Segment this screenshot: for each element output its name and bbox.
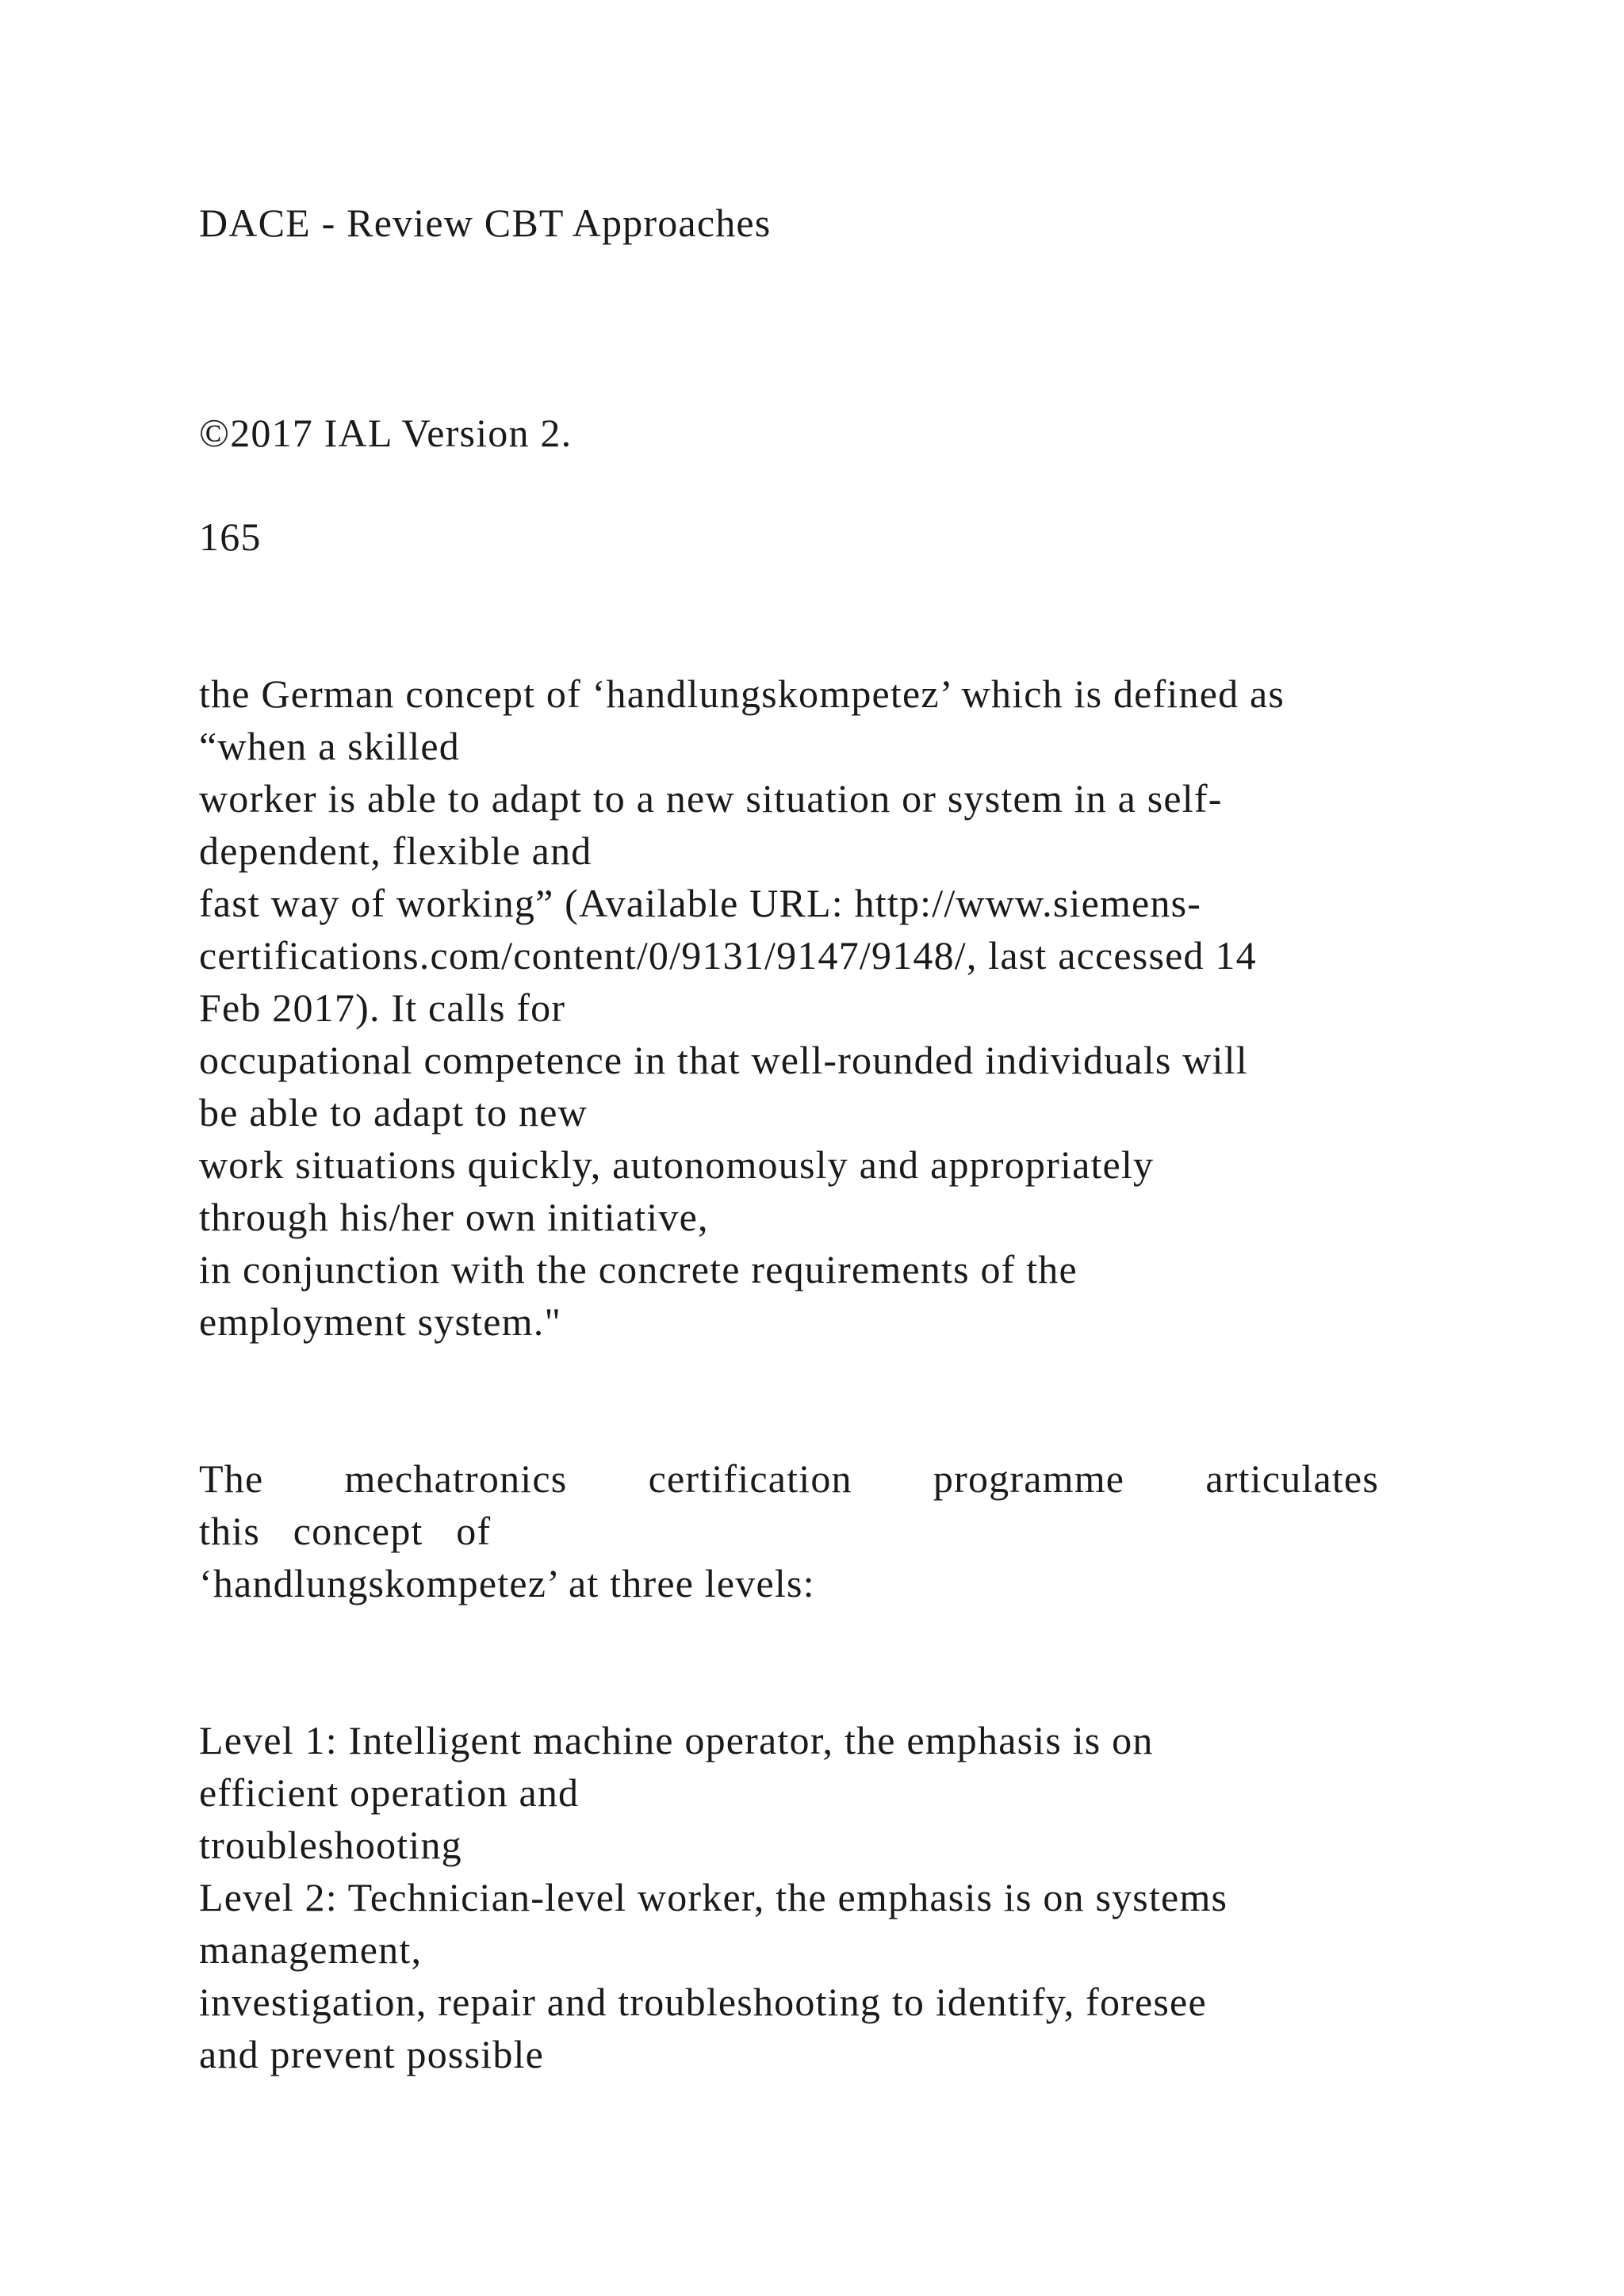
paragraph-2-line: The mechatronics certification programme articulates	[199, 1456, 1379, 1501]
level-list-line: efficient operation and	[199, 1770, 580, 1815]
paragraph-1-line: be able to adapt to new	[199, 1090, 588, 1135]
level-list-line: Level 1: Intelligent machine operator, the emphasis is on	[199, 1718, 1154, 1762]
paragraph-1-line: “when a skilled	[199, 724, 461, 768]
paragraph-1-line: employment system."	[199, 1299, 562, 1344]
level-list-line: Level 2: Technician-level worker, the emphasis is on systems	[199, 1875, 1228, 1919]
level-list-line: troubleshooting	[199, 1823, 462, 1867]
paragraph-2-line: this concept of	[199, 1509, 492, 1553]
paragraph-1-line: certifications.com/content/0/9131/9147/9148/, last accessed 14	[199, 933, 1257, 978]
paragraph-2-line: ‘handlungskompetez’ at three levels:	[199, 1561, 815, 1605]
paragraph-1-line: worker is able to adapt to a new situation or system in a self-	[199, 776, 1223, 821]
level-list-line: management,	[199, 1927, 423, 1972]
level-list-line: investigation, repair and troubleshooting to identify, foresee	[199, 1980, 1207, 2024]
paragraph-1-line: through his/her own initiative,	[199, 1195, 709, 1239]
copyright-notice: ©2017 IAL Version 2.	[199, 411, 573, 455]
document-title: DACE - Review CBT Approaches	[199, 201, 772, 245]
level-list-line: and prevent possible	[199, 2032, 545, 2076]
paragraph-1-line: Feb 2017). It calls for	[199, 985, 566, 1030]
paragraph-1-line: work situations quickly, autonomously and appropriately	[199, 1142, 1155, 1187]
paragraph-1-line: dependent, flexible and	[199, 828, 592, 873]
paragraph-1-line: the German concept of ‘handlungskompetez’ which is defined as	[199, 672, 1285, 716]
paragraph-1-line: fast way of working” (Available URL: http://www.siemens-	[199, 881, 1202, 925]
paragraph-1-line: in conjunction with the concrete requirements of the	[199, 1247, 1078, 1292]
paragraph-1-line: occupational competence in that well-rounded individuals will	[199, 1038, 1248, 1082]
page-number: 165	[199, 515, 262, 559]
